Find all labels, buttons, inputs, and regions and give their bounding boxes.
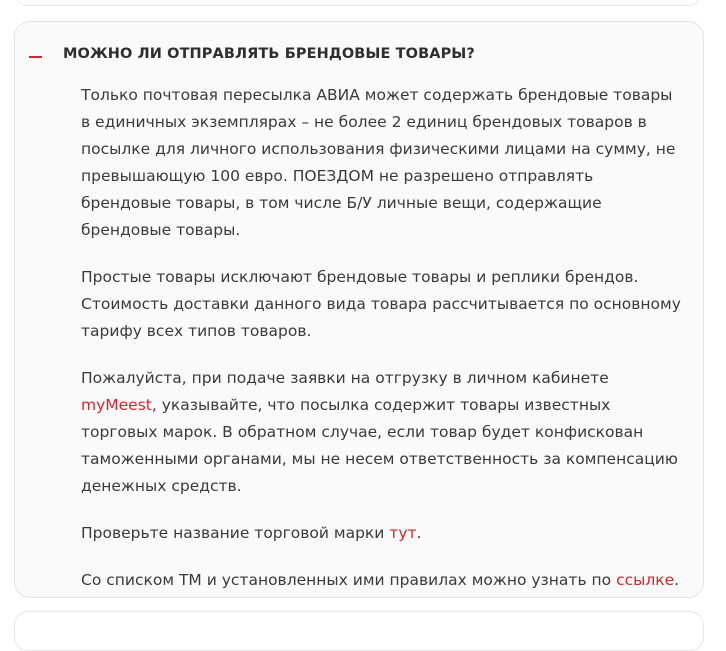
answer-text: .	[674, 571, 680, 589]
answer-paragraph-4	[81, 520, 681, 547]
minus-icon[interactable]	[29, 56, 42, 58]
answer-text: Со списком ТМ и установленных ими правилах можно узнать по	[81, 571, 617, 589]
faq-question-title: МОЖНО ЛИ ОТПРАВЛЯТЬ БРЕНДОВЫЕ ТОВАРЫ?	[63, 46, 475, 62]
answer-paragraph-3	[81, 365, 681, 500]
answer-paragraph-2: Простые товары исключают брендовые товары и реплики брендов. Стоимость доставки данного вида товара рассчитывается по основному тарифу всех типов товаров.	[81, 268, 681, 340]
previous-faq-card[interactable]	[14, 0, 702, 6]
answer-text: .	[416, 524, 422, 542]
answer-paragraph-1: Только почтовая пересылка АВИА может содержать брендовые товары в единичных экземплярах – не более 2 единиц брендовых товаров в посылке для личного использования физическими лицами на сумму, не превышающую 100 евро. ПОЕЗДОМ не разрешено отправлять брендовые товары, в том числе Б/У личные вещи, содержащие брендовые товары.	[81, 86, 676, 239]
mymeest-link[interactable]: myMeest	[81, 396, 152, 414]
answer-text: Проверьте название торговой марки	[81, 524, 390, 542]
answer-paragraph-5	[81, 567, 681, 594]
trademark-list-link[interactable]: ссылке	[616, 571, 675, 589]
answer-text: , указывайте, что посылка содержит товары известных торговых марок. В обратном случае, если товар будет конфискован таможенными органами, мы не несем ответственность за компенсацию денежных средств.	[81, 396, 678, 495]
faq-question-header[interactable]	[29, 46, 689, 68]
trademark-check-link[interactable]: тут	[389, 524, 417, 542]
next-faq-card[interactable]	[14, 611, 704, 651]
faq-answer	[81, 82, 681, 614]
faq-item-expanded	[14, 21, 704, 598]
answer-text: Пожалуйста, при подаче заявки на отгрузку в личном кабинете	[81, 369, 609, 387]
